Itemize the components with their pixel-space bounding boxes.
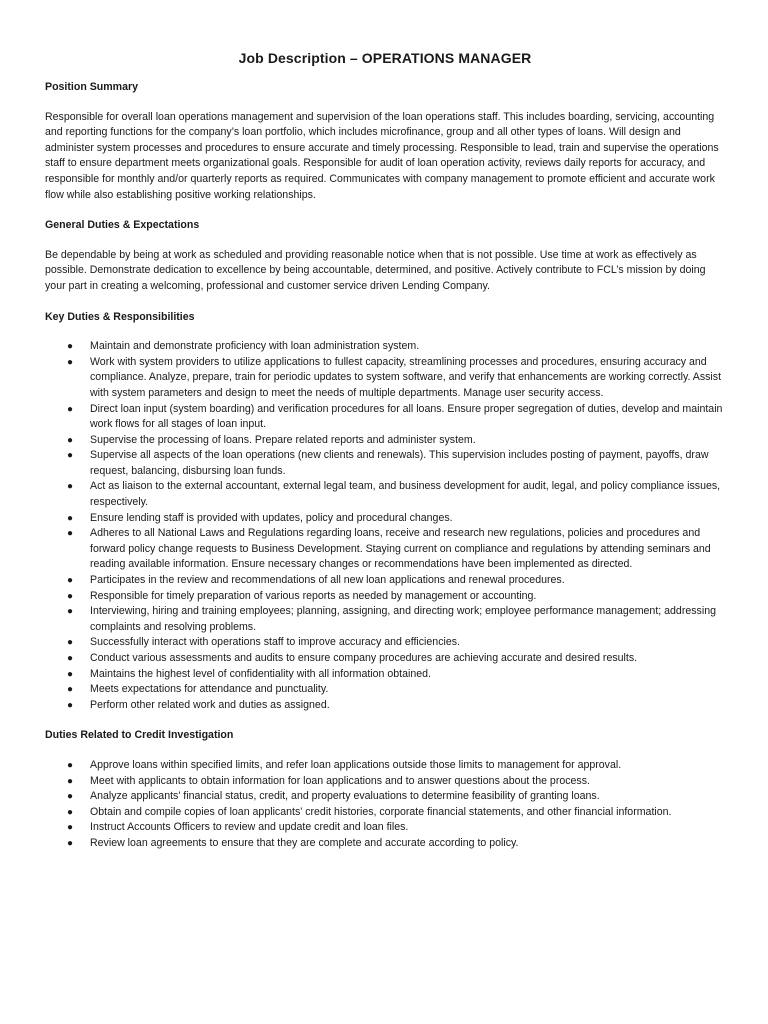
list-item [45, 448, 725, 479]
list-item-text: Review loan agreements to ensure that they are complete and accurate according to policy. [90, 836, 519, 849]
bullet-icon: ● [67, 668, 74, 680]
list-item-text: Meet with applicants to obtain information for loan applications and to answer questions about the process. [90, 774, 590, 787]
bullet-icon: ● [67, 450, 74, 462]
list-item [45, 805, 725, 821]
general-duties-text: Be dependable by being at work as scheduled and providing reasonable notice when that is not possible. Use time at work as effectively as possible. Demonstrate dedication to excellence by being accountable, determined, and positive. Actively contribute to FCL’s mission by doing your part in creating a welcoming, professional and customer service driven Lending Company. [45, 248, 706, 292]
bullet-icon: ● [67, 637, 74, 649]
list-item [45, 820, 725, 836]
list-item [45, 479, 725, 510]
list-item-text: Conduct various assessments and audits to ensure company procedures are achieving accurate and desired results. [90, 652, 638, 664]
bullet-icon: ● [67, 606, 74, 618]
list-item-text: Direct loan input (system boarding) and verification procedures for all loans. Ensure proper segregation of duties, develop and maintain work flows for all stages of loan input. [90, 402, 723, 431]
list-item [45, 774, 725, 790]
list-item-text: Work with system providers to utilize applications to fullest capacity, streamlining processes and procedures, ensuring accuracy and compliance. Analyze, prepare, train for periodic updates to system software, and verify that enhancements are working correctly. Assist with system parameters and design to meet the needs of multiple departments. Manage user security access. [90, 355, 722, 399]
position-summary-text: Responsible for overall loan operations management and supervision of the loan operations staff. This includes boarding, servicing, accounting and reporting functions for the company’s loan portfolio, which includes microfinance, group and all other types of loans. Will design and administer system processes and procedures to ensure accurate and timely processing. Responsible to lead, train and supervise the operations staff to ensure department meets organizational goals. Responsible for audit of loan operation activity, reviews daily reports for accuracy, and responsible for monthly and/or quarterly reports as required. Communicates with company management to promote efficient and accurate work flow while also establishing positive working relationships. [45, 110, 719, 201]
list-item [45, 651, 725, 667]
list-item [45, 433, 725, 449]
general-duties-heading: General Duties & Expectations [45, 219, 200, 232]
bullet-icon: ● [67, 653, 74, 664]
bullet-icon: ● [67, 575, 74, 587]
list-item [45, 511, 725, 527]
list-item-text: Interviewing, hiring and training employees; planning, assigning, and directing work; employee performance management; addressing complaints and resolving problems. [90, 605, 716, 633]
list-item-text: Obtain and compile copies of loan applicants' credit histories, corporate financial statements, and other financial information. [90, 805, 672, 818]
list-item [45, 836, 725, 852]
bullet-icon: ● [67, 699, 74, 711]
list-item [45, 682, 725, 698]
list-item [45, 635, 725, 651]
document-title: Job Description – OPERATIONS MANAGER [238, 50, 532, 66]
key-duties-heading: Key Duties & Responsibilities [45, 310, 195, 323]
bullet-icon: ● [67, 759, 74, 771]
list-item-text: Participates in the review and recommendations of all new loan applications and renewal procedures. [90, 574, 565, 587]
list-item [45, 339, 725, 355]
list-item-text: Act as liaison to the external accountant, external legal team, and business development for audit, legal, and policy compliance issues, respectively. [90, 480, 721, 509]
bullet-icon: ● [67, 791, 74, 803]
list-item-text: Supervise all aspects of the loan operations (new clients and renewals). This supervision includes posting of payment, payoffs, draw request, balancing, disbursing loan funds. [90, 449, 709, 477]
list-item-text: Successfully interact with operations staff to improve accuracy and efficiencies. [90, 636, 460, 649]
key-duties-list [45, 339, 725, 713]
list-item-text: Perform other related work and duties as assigned. [90, 698, 330, 711]
credit-investigation-heading: Duties Related to Credit Investigation [45, 729, 234, 742]
list-item [45, 573, 725, 589]
list-item [45, 667, 725, 683]
list-item-text: Supervise the processing of loans. Prepare related reports and administer system. [90, 433, 476, 446]
bullet-icon: ● [67, 512, 74, 524]
list-item-text: Approve loans within specified limits, and refer loan applications outside those limits to management for approval. [90, 758, 622, 771]
bullet-icon: ● [67, 403, 74, 415]
list-item-text: Instruct Accounts Officers to review and update credit and loan files. [90, 821, 409, 834]
bullet-icon: ● [67, 434, 74, 446]
list-item-text: Responsible for timely preparation of various reports as needed by management or accounting. [90, 589, 537, 602]
list-item-text: Analyze applicants' financial status, credit, and property evaluations to determine feasibility of granting loans. [90, 790, 600, 803]
list-item [45, 789, 725, 805]
list-item [45, 758, 725, 774]
bullet-icon: ● [67, 775, 74, 787]
list-item [45, 402, 725, 433]
list-item [45, 526, 725, 573]
bullet-icon: ● [67, 684, 74, 696]
bullet-icon: ● [67, 837, 74, 849]
list-item-text: Meets expectations for attendance and punctuality. [90, 683, 329, 696]
list-item [45, 604, 725, 635]
list-item-text: Adheres to all National Laws and Regulations regarding loans, receive and research new regulations, policies and procedures and forward policy change requests to Business Development. Staying current on compliance and regulations by attending seminars and reading available information. Ensure necessary changes or recommendations have been implemented as directed. [90, 527, 711, 571]
list-item [45, 698, 725, 714]
bullet-icon: ● [67, 341, 74, 353]
document-page [45, 48, 725, 867]
bullet-icon: ● [67, 806, 74, 818]
credit-investigation-list [45, 758, 725, 852]
list-item-text: Maintain and demonstrate proficiency with loan administration system. [90, 340, 420, 353]
bullet-icon: ● [67, 590, 74, 602]
list-item [45, 355, 725, 402]
list-item-text: Ensure lending staff is provided with updates, policy and procedural changes. [90, 511, 453, 524]
bullet-icon: ● [67, 481, 74, 493]
list-item-text: Maintains the highest level of confidentiality with all information obtained. [90, 667, 431, 680]
bullet-icon: ● [67, 356, 74, 368]
list-item [45, 589, 725, 605]
bullet-icon: ● [67, 528, 74, 540]
position-summary-heading: Position Summary [45, 81, 139, 93]
bullet-icon: ● [67, 822, 74, 834]
